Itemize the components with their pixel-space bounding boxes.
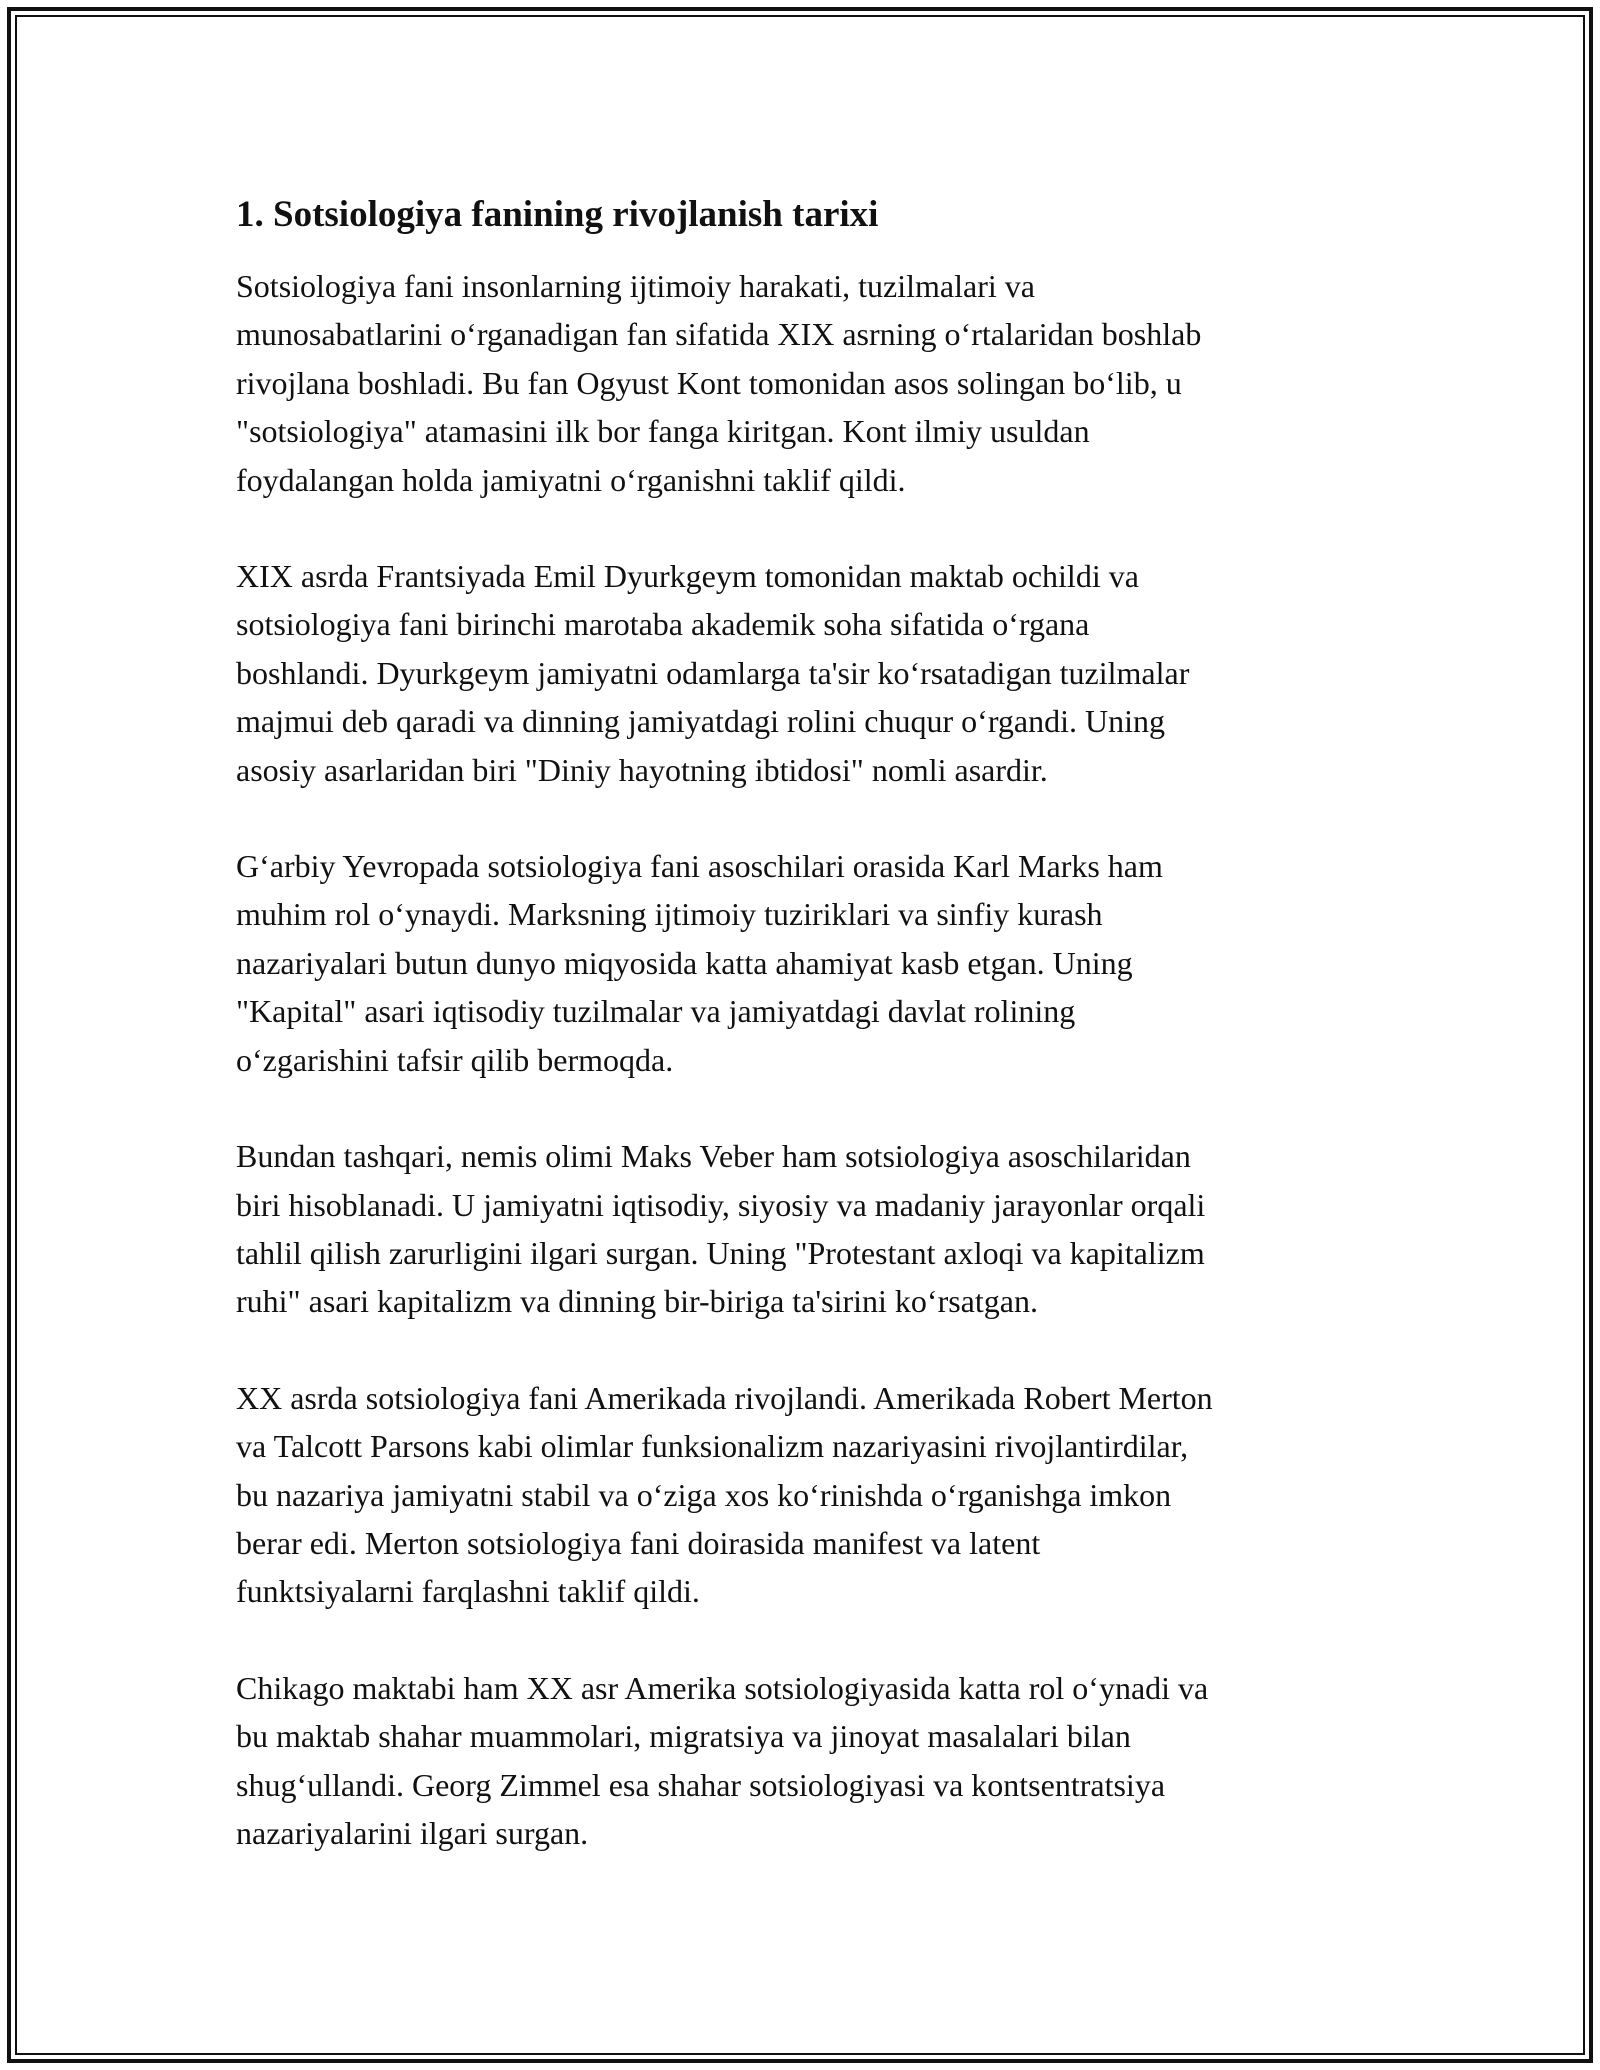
text-line: Chikago maktabi ham XX asr Amerika sotsiologiyasida katta rol oʻynadi va	[236, 1669, 1209, 1706]
paragraph-kont	[236, 262, 1376, 504]
text-line: XIX asrda Frantsiyada Emil Dyurkgeym tomonidan maktab ochildi va	[236, 558, 1139, 595]
text-line: oʻzgarishini tafsir qilib bermoqda.	[236, 1041, 674, 1078]
text-line: funktsiyalarni farqlashni taklif qildi.	[236, 1573, 700, 1610]
text-line: munosabatlarini oʻrganadigan fan sifatida XIX asrning oʻrtalaridan boshlab	[236, 316, 1202, 353]
text-line: Bundan tashqari, nemis olimi Maks Veber ham sotsiologiya asoschilaridan	[236, 1138, 1191, 1175]
text-line: berar edi. Merton sotsiologiya fani doirasida manifest va latent	[236, 1524, 1041, 1561]
paragraph-marks	[236, 842, 1376, 1084]
text-line: bu maktab shahar muammolari, migratsiya va jinoyat masalalari bilan	[236, 1718, 1131, 1755]
text-line: tahlil qilish zarurligini ilgari surgan. Uning "Protestant axloqi va kapitalizm	[236, 1234, 1205, 1271]
text-line: "sotsiologiya" atamasini ilk bor fanga kiritgan. Kont ilmiy usuldan	[236, 413, 1090, 450]
paragraph-merton	[236, 1374, 1376, 1616]
text-line: bu nazariya jamiyatni stabil va oʻziga xos koʻrinishda oʻrganishga imkon	[236, 1476, 1172, 1513]
text-line: biri hisoblanadi. U jamiyatni iqtisodiy, siyosiy va madaniy jarayonlar orqali	[236, 1186, 1206, 1223]
text-line: nazariyalarini ilgari surgan.	[236, 1814, 589, 1851]
text-line: muhim rol oʻynaydi. Marksning ijtimoiy tuziriklari va sinfiy kurash	[236, 896, 1103, 933]
text-line: boshlandi. Dyurkgeym jamiyatni odamlarga ta'sir koʻrsatadigan tuzilmalar	[236, 654, 1190, 691]
text-line: asosiy asarlaridan biri "Diniy hayotning ibtidosi" nomli asardir.	[236, 751, 1048, 788]
text-line: nazariyalari butun dunyo miqyosida katta ahamiyat kasb etgan. Uning	[236, 944, 1133, 981]
text-line: rivojlana boshladi. Bu fan Ogyust Kont tomonidan asos solingan boʻlib, u	[236, 364, 1182, 401]
text-line: ruhi" asari kapitalizm va dinning bir-biriga ta'sirini koʻrsatgan.	[236, 1283, 1038, 1320]
text-line: shugʻullandi. Georg Zimmel esa shahar sotsiologiyasi va kontsentratsiya	[236, 1766, 1166, 1803]
text-line: XX asrda sotsiologiya fani Amerikada rivojlandi. Amerikada Robert Merton	[236, 1379, 1213, 1416]
text-line: "Kapital" asari iqtisodiy tuzilmalar va jamiyatdagi davlat rolining	[236, 993, 1076, 1030]
document-title: 1. Sotsiologiya fanining rivojlanish tarixi	[236, 194, 879, 235]
text-line: sotsiologiya fani birinchi marotaba akademik soha sifatida oʻrgana	[236, 606, 1090, 643]
text-line: Gʻarbiy Yevropada sotsiologiya fani asoschilari orasida Karl Marks ham	[236, 848, 1163, 885]
paragraph-dyurkgeym	[236, 552, 1376, 794]
text-line: foydalangan holda jamiyatni oʻrganishni taklif qildi.	[236, 461, 906, 498]
text-line: Sotsiologiya fani insonlarning ijtimoiy harakati, tuzilmalari va	[236, 268, 1035, 304]
document-body	[236, 185, 1376, 1905]
text-line: majmui deb qaradi va dinning jamiyatdagi rolini chuqur oʻrgandi. Uning	[236, 703, 1165, 740]
text-line: va Talcott Parsons kabi olimlar funksionalizm nazariyasini rivojlantirdilar,	[236, 1428, 1189, 1465]
paragraph-veber	[236, 1132, 1376, 1326]
paragraph-chikago	[236, 1664, 1376, 1858]
